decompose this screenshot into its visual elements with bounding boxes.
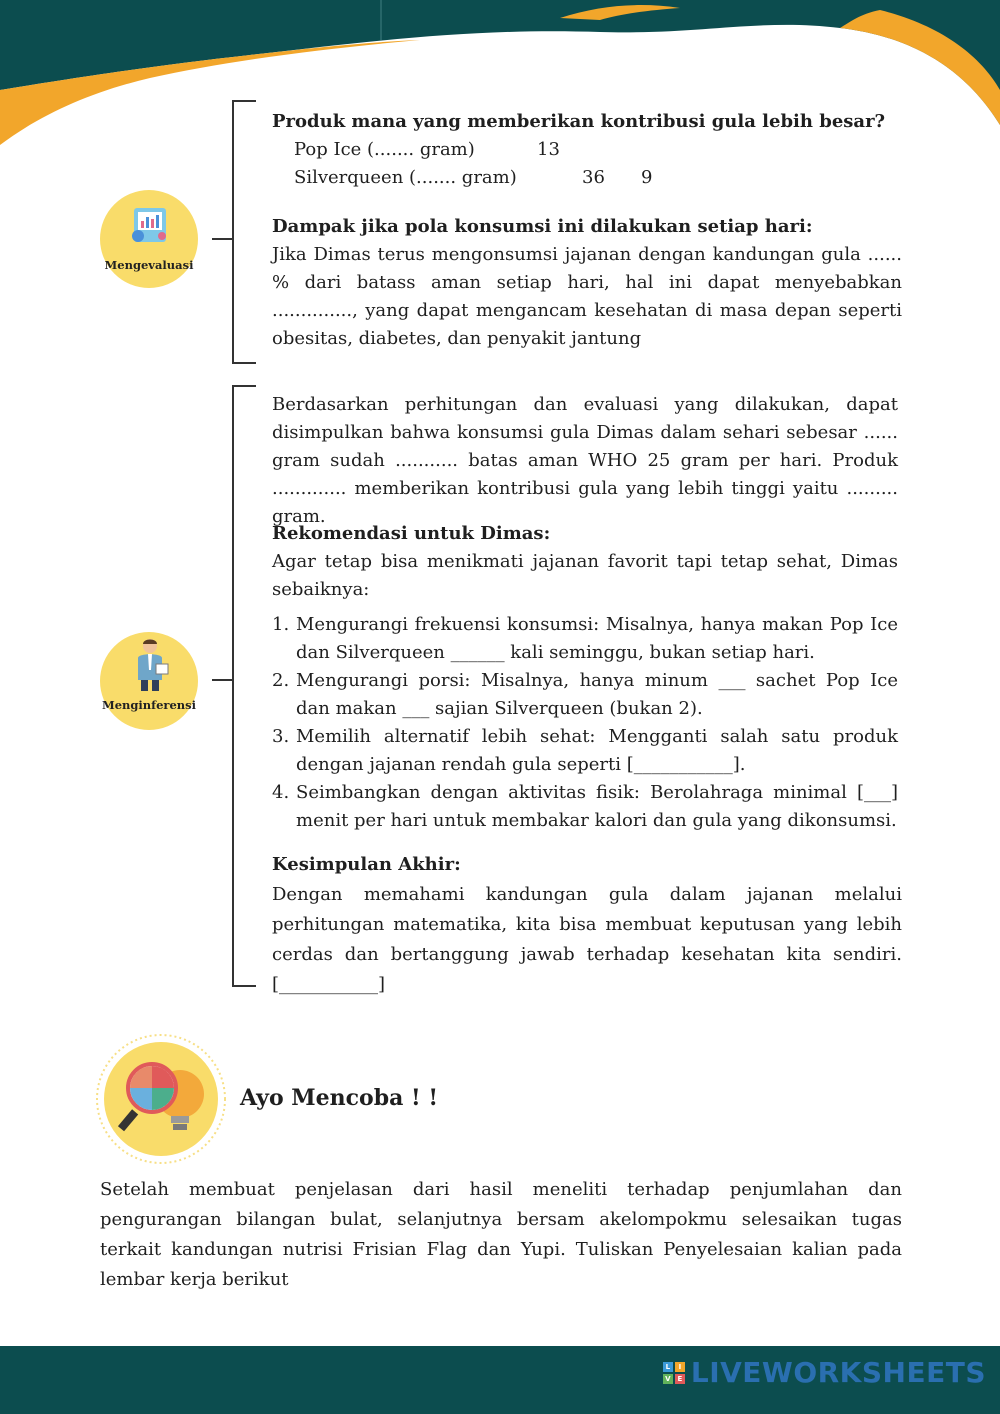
list-item — [272, 723, 898, 779]
try-body: Setelah membuat penjelasan dari hasil meneliti terhadap penjumlahan dan pengurangan bilangan bulat, selanjutnya bersam akelompokmu selesaikan tugas terkait kandungan nutrisi Frisian Flag dan Yupi. Tuliskan Penyelesaian kalian pada lembar kerja berikut — [100, 1179, 902, 1290]
header-wave-decoration — [0, 0, 1000, 170]
evaluation-chart-icon — [128, 204, 172, 248]
list-item — [272, 611, 898, 667]
evaluate-question-title: Produk mana yang memberikan kontribusi gula lebih besar? — [272, 111, 886, 132]
recommend-title: Rekomendasi untuk Dimas: — [272, 523, 551, 544]
list-item — [272, 779, 898, 835]
evaluate-bracket — [232, 100, 256, 364]
logo-letter: V — [663, 1374, 673, 1384]
list-item-text: Mengurangi frekuensi konsumsi: Misalnya, hanya makan Pop Ice dan Silverqueen ______ kali seminggu, bukan setiap hari. — [296, 614, 898, 663]
person-presenting-icon — [130, 636, 170, 692]
list-item-number: 3. — [272, 726, 290, 747]
evaluate-bracket-connector — [212, 238, 234, 240]
recommend-list — [272, 611, 898, 835]
row-silverqueen-value-b: 9 — [641, 167, 653, 188]
list-item-number: 2. — [272, 670, 290, 691]
liveworksheets-logo-icon — [663, 1362, 685, 1384]
logo-letter: E — [675, 1374, 685, 1384]
infer-badge — [100, 632, 198, 730]
final-text: Dengan memahami kandungan gula dalam jajanan melalui perhitungan matematika, kita bisa membuat keputusan yang lebih cerdas dan bertanggung jawab terhadap kesehatan kita sendiri. [___________] — [272, 884, 902, 995]
list-item-text: Mengurangi porsi: Misalnya, hanya minum ___ sachet Pop Ice dan makan ___ sajian Silverqueen (bukan 2). — [296, 670, 898, 719]
infer-bracket-connector — [212, 679, 234, 681]
list-item-text: Seimbangkan dengan aktivitas fisik: Berolahraga minimal [___] menit per hari untuk membakar kalori dan gula yang dikonsumsi. — [296, 782, 898, 831]
row-silverqueen-value-a: 36 — [582, 167, 605, 188]
brand-text: LIVEWORKSHEETS — [690, 1356, 986, 1389]
logo-letter: I — [675, 1362, 685, 1372]
try-heading: Ayo Mencoba ! ! — [240, 1085, 438, 1111]
logo-letter: L — [663, 1362, 673, 1372]
impact-text: Jika Dimas terus mengonsumsi jajanan dengan kandungan gula ...... % dari batass aman setiap hari, hal ini dapat menyebabkan .............., yang dapat mengancam kesehatan di masa depan seperti obesitas, diabetes, dan penyakit jantung — [272, 244, 902, 349]
list-item-number: 4. — [272, 782, 290, 803]
list-item — [272, 667, 898, 723]
list-item-number: 1. — [272, 614, 290, 635]
recommend-intro: Agar tetap bisa menikmati jajanan favorit tapi tetap sehat, Dimas sebaiknya: — [272, 551, 898, 600]
impact-title: Dampak jika pola konsumsi ini dilakukan setiap hari: — [272, 216, 813, 237]
final-title: Kesimpulan Akhir: — [272, 854, 461, 875]
evaluate-badge — [100, 190, 198, 288]
row-pop-ice-value: 13 — [537, 139, 560, 160]
infer-badge-label: Menginferensi — [101, 698, 197, 712]
conclusion-text: Berdasarkan perhitungan dan evaluasi yang dilakukan, dapat disimpulkan bahwa konsumsi gula Dimas dalam sehari sebesar ...... gram sudah ........... batas aman WHO 25 gram per hari. Produk ............. memberikan kontribusi gula yang lebih tinggi yaitu ......... gram. — [272, 394, 898, 527]
liveworksheets-brand[interactable] — [663, 1356, 986, 1389]
row-pop-ice-label: Pop Ice (....... gram) — [294, 139, 475, 160]
evaluate-badge-label: Mengevaluasi — [104, 258, 194, 272]
magnifier-lightbulb-icon — [118, 1056, 214, 1140]
list-item-text: Memilih alternatif lebih sehat: Mengganti salah satu produk dengan jajanan rendah gula seperti [___________]. — [296, 726, 898, 775]
infer-bracket — [232, 385, 256, 987]
row-silverqueen-label: Silverqueen (....... gram) — [294, 167, 517, 188]
